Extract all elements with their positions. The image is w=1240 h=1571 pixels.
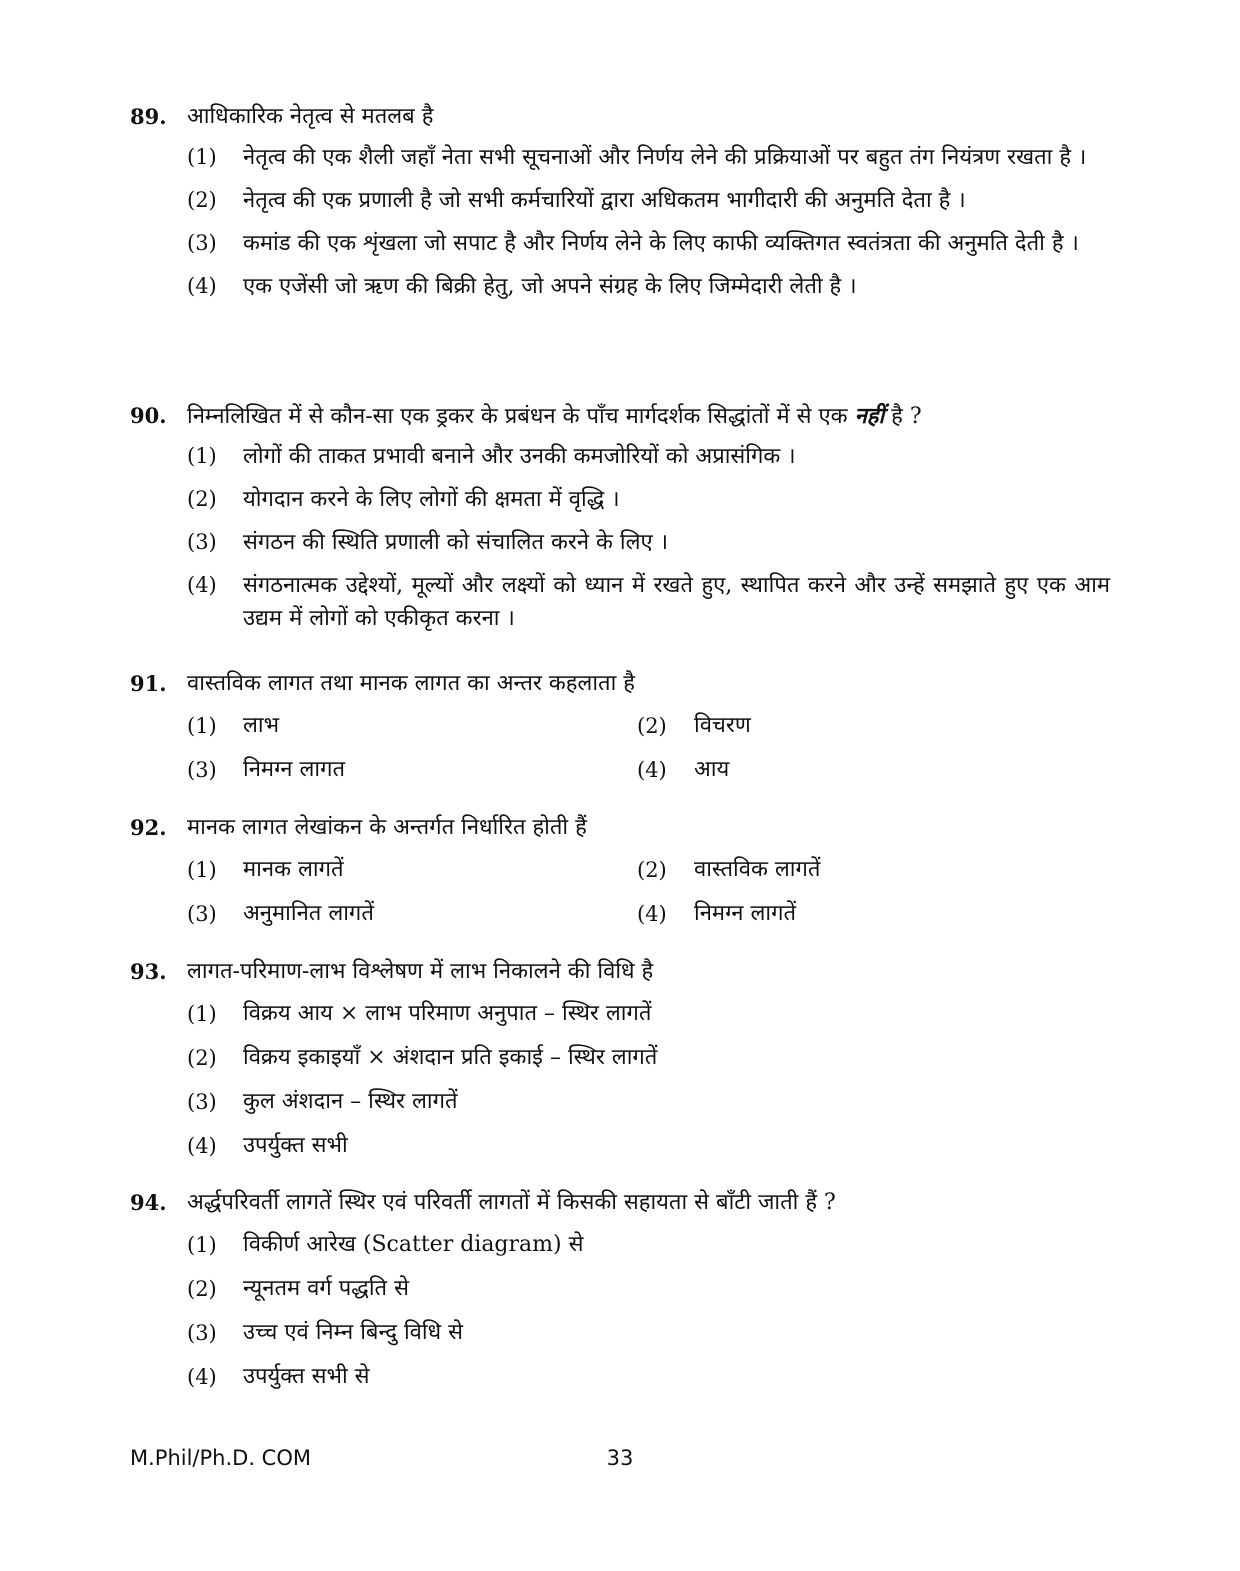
option-text: विचरण [694, 713, 751, 738]
option-number: (1) [187, 858, 217, 882]
options-row-2 [130, 748, 1110, 792]
options-row-2 [130, 892, 1110, 936]
option-number: (2) [187, 188, 217, 212]
footer-course-code: M.Phil/Ph.D. COM [130, 1446, 311, 1470]
question-number: 89. [130, 104, 167, 129]
question-stem: अर्द्धपरिवर्ती लागतें स्थिर एवं परिवर्ती लागतों में किसकी सहायता से बाँटी जाती हैं ? [187, 1190, 836, 1215]
option-2 [130, 1267, 1110, 1311]
page-number: 33 [606, 1446, 634, 1470]
question-header [130, 1183, 1110, 1223]
option-text: न्यूनतम वर्ग पद्धति से [243, 1276, 409, 1301]
option-text: संगठन की स्थिति प्रणाली को संचालित करने के लिए । [243, 530, 669, 555]
option-2 [130, 1036, 1110, 1080]
option-number: (3) [187, 1321, 217, 1345]
option-4 [130, 270, 1110, 303]
option-text: उपर्युक्त सभी से [243, 1364, 370, 1389]
option-text: कुल अंशदान – स्थिर लागतें [243, 1089, 458, 1114]
option-3 [130, 526, 1110, 559]
question-header [130, 664, 1110, 704]
option-text: निमग्न लागतें [694, 901, 796, 926]
option-4 [130, 569, 1110, 635]
question-header [130, 952, 1110, 992]
option-text: लोगों की ताकत प्रभावी बनाने और उनकी कमजोरियों को अप्रासंगिक । [243, 444, 796, 469]
option-number: (1) [187, 714, 217, 738]
option-number: (3) [187, 231, 217, 255]
option-number: (3) [187, 758, 217, 782]
option-text: अनुमानित लागतें [243, 901, 374, 926]
stem-text: निम्नलिखित में से कौन-सा एक ड्रकर के प्रबंधन के पाँच मार्गदर्शक सिद्धांतों में से एक [187, 404, 848, 429]
question-number: 93. [130, 959, 167, 984]
question-stem: मानक लागत लेखांकन के अन्तर्गत निर्धारित होती हैं [187, 815, 587, 840]
option-3 [130, 1311, 1110, 1355]
option-3 [130, 1080, 1110, 1124]
question-number: 92. [130, 815, 167, 840]
option-number: (2) [187, 487, 217, 511]
option-2 [130, 483, 1110, 516]
question-header [130, 396, 1110, 436]
question-header [130, 808, 1110, 848]
option-number: (4) [637, 902, 667, 926]
question-stem: आधिकारिक नेतृत्व से मतलब है [187, 104, 434, 129]
option-text: उच्च एवं निम्न बिन्दु विधि से [243, 1320, 463, 1345]
question-stem: लागत-परिमाण-लाभ विश्लेषण में लाभ निकालने की विधि है [187, 959, 654, 984]
option-text: कमांड की एक शृंखला जो सपाट है और निर्णय लेने के लिए काफी व्यक्तिगत स्वतंत्रता की अनुमति देती है । [243, 231, 1079, 256]
option-text: वास्तविक लागतें [694, 857, 821, 882]
option-text: एक एजेंसी जो ऋण की बिक्री हेतु, जो अपने संग्रह के लिए जिम्मेदारी लेती है । [243, 274, 857, 299]
option-text: संगठनात्मक उद्देश्यों, मूल्यों और लक्ष्यों को ध्यान में रखते हुए, स्थापित करने और उन्हें समझाते हुए एक आम उद्यम में लोगों को एकीकृत करना । [243, 573, 1110, 631]
option-4 [130, 1355, 1110, 1399]
option-number: (1) [187, 444, 217, 468]
option-number: (2) [637, 858, 667, 882]
option-number: (2) [637, 714, 667, 738]
option-text: निमग्न लागत [243, 757, 345, 782]
question-91 [130, 664, 1110, 792]
question-number: 90. [130, 403, 167, 428]
option-number: (4) [637, 758, 667, 782]
option-text: विक्रय इकाइयाँ × अंशदान प्रति इकाई – स्थिर लागतें [243, 1045, 658, 1070]
option-text: मानक लागतें [243, 857, 344, 882]
question-89 [130, 97, 1110, 303]
option-number: (4) [187, 1365, 217, 1389]
option-number: (3) [187, 902, 217, 926]
option-text: विकीर्ण आरेख (Scatter diagram) से [243, 1232, 584, 1257]
question-number: 94. [130, 1190, 167, 1215]
option-number: (4) [187, 573, 217, 597]
option-2 [130, 184, 1110, 217]
option-1 [130, 992, 1110, 1036]
question-93 [130, 952, 1110, 1168]
question-stem [187, 396, 922, 437]
option-text: विक्रय आय × लाभ परिमाण अनुपात – स्थिर लागतें [243, 1001, 652, 1026]
stem-emphasis: नहीं [854, 403, 885, 429]
option-text: आय [694, 757, 730, 782]
option-1 [130, 440, 1110, 473]
option-1 [130, 141, 1110, 174]
option-number: (4) [187, 274, 217, 298]
question-90 [130, 396, 1110, 635]
option-3 [130, 227, 1110, 260]
option-text: नेतृत्व की एक प्रणाली है जो सभी कर्मचारियों द्वारा अधिकतम भागीदारी की अनुमति देता है । [243, 188, 966, 213]
option-number: (3) [187, 1090, 217, 1114]
option-number: (2) [187, 1046, 217, 1070]
option-number: (3) [187, 530, 217, 554]
option-number: (4) [187, 1134, 217, 1158]
option-number: (2) [187, 1277, 217, 1301]
option-text: लाभ [243, 713, 280, 738]
options-row-1 [130, 704, 1110, 748]
option-4 [130, 1124, 1110, 1168]
option-number: (1) [187, 145, 217, 169]
question-94 [130, 1183, 1110, 1399]
option-number: (1) [187, 1233, 217, 1257]
question-92 [130, 808, 1110, 936]
option-text: उपर्युक्त सभी [243, 1133, 348, 1158]
question-number: 91. [130, 671, 167, 696]
option-text: योगदान करने के लिए लोगों की क्षमता में वृद्धि । [243, 487, 620, 512]
question-stem: वास्तविक लागत तथा मानक लागत का अन्तर कहलाता है [187, 671, 635, 696]
option-1 [130, 1223, 1110, 1267]
option-text: नेतृत्व की एक शैली जहाँ नेता सभी सूचनाओं और निर्णय लेने की प्रक्रियाओं पर बहुत तंग नियंत्रण रखता है । [243, 145, 1087, 170]
stem-text-end: है ? [891, 404, 922, 429]
question-header [130, 97, 1110, 137]
option-number: (1) [187, 1002, 217, 1026]
options-row-1 [130, 848, 1110, 892]
